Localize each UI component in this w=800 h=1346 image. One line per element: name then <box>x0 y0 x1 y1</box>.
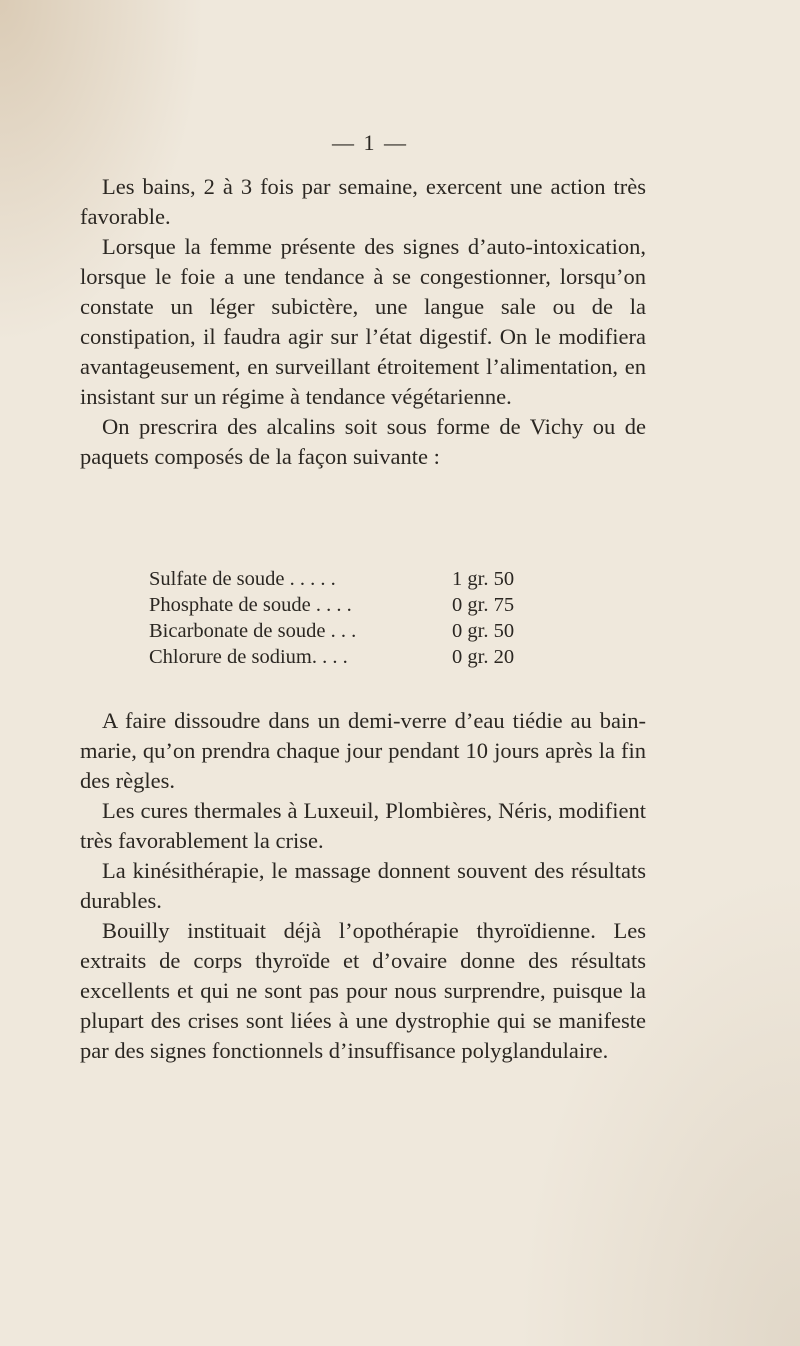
prescription-row <box>149 592 532 618</box>
page-number: — 1 — <box>332 130 408 155</box>
ingredient-name: Sulfate de soude . . . . . <box>149 568 336 590</box>
paragraph: On prescrira des alcalins soit sous forme de Vichy ou de paquets composés de la façon suivante : <box>80 414 646 469</box>
prescription-row <box>149 618 532 644</box>
paragraph: La kinésithérapie, le massage donnent souvent des résultats durables. <box>80 858 646 913</box>
paragraph: Bouilly instituait déjà l’opothérapie thyroïdienne. Les extraits de corps thyroïde et d’ovaire donne des résultats excellents et qui ne sont pas pour nous surprendre, puisque la plupart des crises sont liées à une dystrophie qui se manifeste par des signes fonctionnels d’insuffisance polyglandulaire. <box>80 918 646 1063</box>
ingredient-quantity: 0 gr. 20 <box>452 646 515 668</box>
prescription-row <box>149 644 532 670</box>
ingredient-quantity: 0 gr. 50 <box>452 620 515 642</box>
body-text-bottom <box>80 706 646 1066</box>
ingredient-quantity: 1 gr. 50 <box>452 568 515 590</box>
paragraph: Lorsque la femme présente des signes d’auto-intoxication, lorsque le foie a une tendance à se congestionner, lorsqu’on constate un léger subictère, une langue sale ou de la constipation, il faudra agir sur l’état digestif. On le modifiera avantageusement, en surveillant étroitement l’alimentation, en insistant sur un régime à tendance végétarienne. <box>80 234 646 409</box>
paragraph: A faire dissoudre dans un demi-verre d’eau tiédie au bain-marie, qu’on prendra chaque jour pendant 10 jours après la fin des règles. <box>80 708 646 793</box>
body-text-top <box>80 172 646 472</box>
paragraph: Les bains, 2 à 3 fois par semaine, exercent une action très favorable. <box>80 174 646 229</box>
prescription-table <box>149 566 532 670</box>
paragraph: Les cures thermales à Luxeuil, Plombières, Néris, modifient très favorablement la crise. <box>80 798 646 853</box>
ingredient-quantity: 0 gr. 75 <box>452 594 515 616</box>
prescription-row <box>149 566 532 592</box>
ingredient-name: Chlorure de sodium. . . . <box>149 646 348 668</box>
ingredient-name: Bicarbonate de soude . . . <box>149 620 357 642</box>
ingredient-name: Phosphate de soude . . . . <box>149 594 352 616</box>
